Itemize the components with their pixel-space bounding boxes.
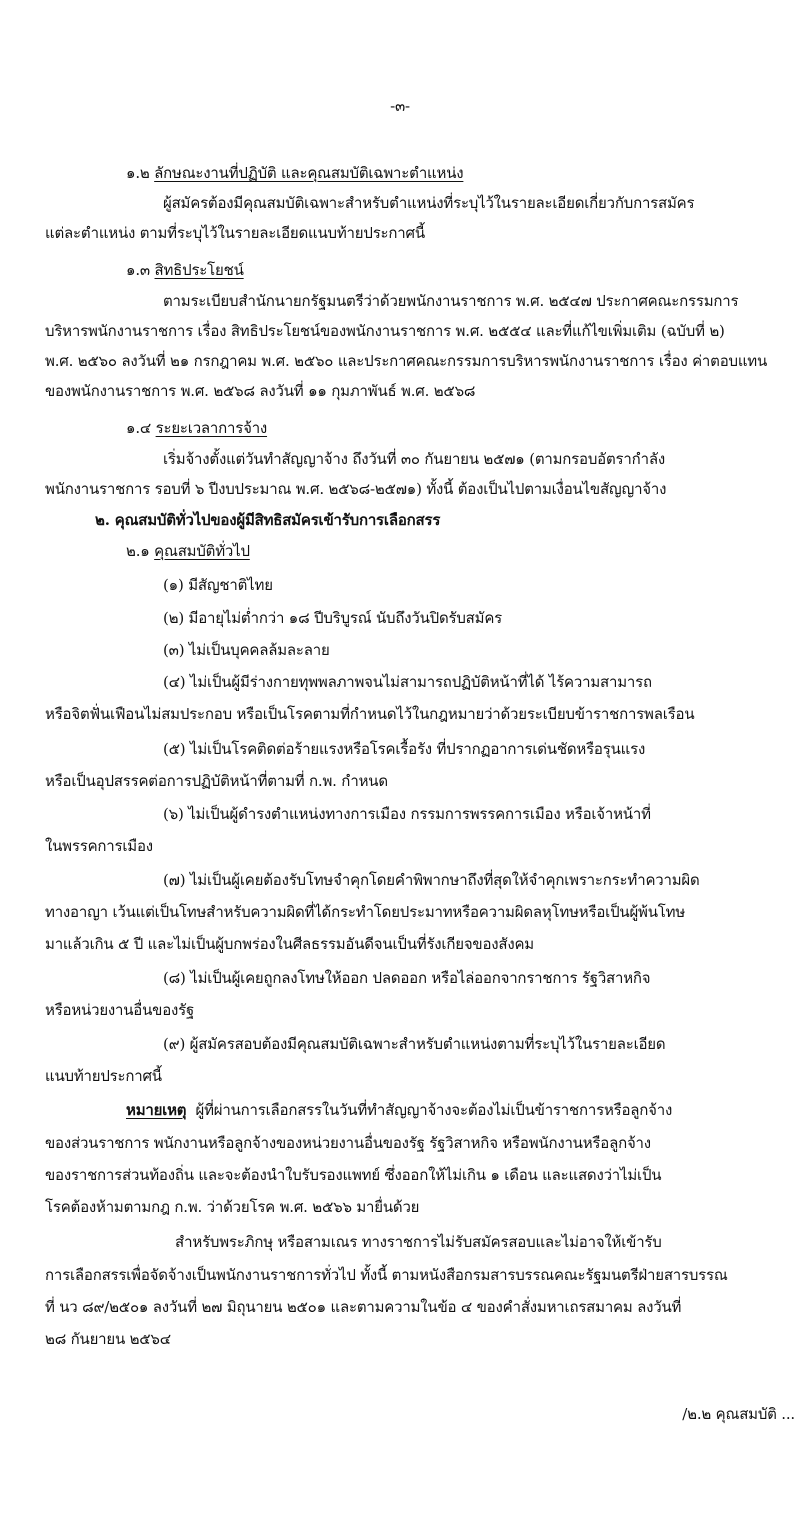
qualification-item: (๙) ผู้สมัครสอบต้องมีคุณสมบัติเฉพาะสำหรับตำแหน่งตามที่ระบุไว้ในรายละเอียด: [163, 1035, 666, 1053]
qualification-item: (๕) ไม่เป็นโรคติดต่อร้ายแรงหรือโรคเรื้อรัง ที่ปรากฏอาการเด่นชัดหรือรุนแรง: [163, 740, 646, 758]
paragraph-line: ผู้สมัครต้องมีคุณสมบัติเฉพาะสำหรับตำแหน่งที่ระบุไว้ในรายละเอียดเกี่ยวกับการสมัคร: [163, 194, 695, 212]
note-line: [126, 1100, 672, 1120]
section-2-heading: ๒. คุณสมบัติทั่วไปของผู้มีสิทธิสมัครเข้ารับการเลือกสรร: [95, 511, 441, 529]
qualification-item-cont: ทางอาญา เว้นแต่เป็นโทษสำหรับความผิดที่ได้กระทำโดยประมาทหรือความผิดลหุโทษหรือเป็นผู้พ้นโทษ: [45, 903, 686, 921]
note-text: ผู้ที่ผ่านการเลือกสรรในวันที่ทำสัญญาจ้างจะต้องไม่เป็นข้าราชการหรือลูกจ้าง: [195, 1101, 673, 1119]
qualification-item-cont: หรือหน่วยงานอื่นของรัฐ: [45, 1001, 195, 1019]
section-number: ๑.๓: [126, 261, 150, 279]
qualification-item: (๑) มีสัญชาติไทย: [163, 576, 273, 594]
qualification-item: (๔) ไม่เป็นผู้มีร่างกายทุพพลภาพจนไม่สามารถปฏิบัติหน้าที่ได้ ไร้ความสามารถ: [163, 673, 652, 691]
qualification-item: (๘) ไม่เป็นผู้เคยถูกลงโทษให้ออก ปลดออก หรือไล่ออกจากราชการ รัฐวิสาหกิจ: [163, 969, 651, 987]
paragraph-line: บริหารพนักงานราชการ เรื่อง สิทธิประโยชน์ของพนักงานราชการ พ.ศ. ๒๕๕๔ และที่แก้ไขเพิ่มเติม (ฉบับที่ ๒): [45, 322, 725, 340]
qualification-item-cont: ในพรรคการเมือง: [45, 837, 153, 855]
note-line: ของส่วนราชการ พนักงานหรือลูกจ้างของหน่วยงานอื่นของรัฐ รัฐวิสาหกิจ หรือพนักงานหรือลูกจ้าง: [45, 1134, 651, 1152]
section-title: ลักษณะงานที่ปฏิบัติ และคุณสมบัติเฉพาะตำแหน่ง: [154, 164, 464, 182]
section-number: ๑.๒: [126, 164, 150, 182]
section-title: ระยะเวลาการจ้าง: [155, 419, 268, 437]
note-line: โรคต้องห้ามตามกฎ ก.พ. ว่าด้วยโรค พ.ศ. ๒๕๖๖ มายื่นด้วย: [45, 1198, 420, 1216]
qualification-item: (๖) ไม่เป็นผู้ดำรงตำแหน่งทางการเมือง กรรมการพรรคการเมือง หรือเจ้าหน้าที่: [163, 805, 651, 823]
note-line: ของราชการส่วนท้องถิ่น และจะต้องนำใบรับรองแพทย์ ซึ่งออกให้ไม่เกิน ๑ เดือน และแสดงว่าไม่เป็น: [45, 1166, 662, 1184]
section-1-4-heading: [126, 418, 267, 438]
continuation-marker: /๒.๒ คุณสมบัติ ...: [682, 1405, 795, 1423]
qualification-item: (๗) ไม่เป็นผู้เคยต้องรับโทษจำคุกโดยคำพิพากษาถึงที่สุดให้จำคุกเพราะกระทำความผิด: [163, 871, 700, 889]
qualification-item-cont: แนบท้ายประกาศนี้: [45, 1067, 162, 1085]
monk-paragraph-line: สำหรับพระภิกษุ หรือสามเณร ทางราชการไม่รับสมัครสอบและไม่อาจให้เข้ารับ: [175, 1233, 662, 1251]
qualification-item-cont: หรือจิตฟั่นเฟือนไม่สมประกอบ หรือเป็นโรคตามที่กำหนดไว้ในกฎหมายว่าด้วยระเบียบข้าราชการพลเรือน: [45, 705, 695, 723]
paragraph-line: พนักงานราชการ รอบที่ ๖ ปีงบประมาณ พ.ศ. ๒๕๖๘-๒๕๗๑) ทั้งนี้ ต้องเป็นไปตามเงื่อนไขสัญญาจ้าง: [45, 480, 667, 498]
qualification-item: (๒) มีอายุไม่ต่ำกว่า ๑๘ ปีบริบูรณ์ นับถึงวันปิดรับสมัคร: [163, 609, 503, 627]
monk-paragraph-line: การเลือกสรรเพื่อจัดจ้างเป็นพนักงานราชการทั่วไป ทั้งนี้ ตามหนังสือกรมสารบรรณคณะรัฐมนตรีฝ่ายสารบรรณ: [45, 1266, 728, 1284]
qualification-item-cont: มาแล้วเกิน ๕ ปี และไม่เป็นผู้บกพร่องในศีลธรรมอันดีจนเป็นที่รังเกียจของสังคม: [45, 935, 534, 953]
section-number: ๑.๔: [126, 419, 152, 437]
qualification-item: (๓) ไม่เป็นบุคคลล้มละลาย: [163, 641, 330, 659]
section-2-1-heading: [126, 541, 250, 561]
section-title: คุณสมบัติทั่วไป: [154, 542, 250, 560]
paragraph-line: เริ่มจ้างตั้งแต่วันทำสัญญาจ้าง ถึงวันที่ ๓๐ กันยายน ๒๕๗๑ (ตามกรอบอัตรากำลัง: [163, 450, 666, 468]
paragraph-line: แต่ละตำแหน่ง ตามที่ระบุไว้ในรายละเอียดแนบท้ายประกาศนี้: [45, 224, 425, 242]
paragraph-line: ของพนักงานราชการ พ.ศ. ๒๕๖๘ ลงวันที่ ๑๑ กุมภาพันธ์ พ.ศ. ๒๕๖๘: [45, 382, 476, 400]
monk-paragraph-line: ที่ นว ๘๙/๒๕๐๑ ลงวันที่ ๒๗ มิถุนายน ๒๕๐๑ และตามความในข้อ ๔ ของคำสั่งมหาเถรสมาคม ลงวันที่: [45, 1298, 682, 1316]
paragraph-line: ตามระเบียบสำนักนายกรัฐมนตรีว่าด้วยพนักงานราชการ พ.ศ. ๒๕๔๗ ประกาศคณะกรรมการ: [163, 292, 739, 310]
note-label: หมายเหตุ: [126, 1101, 187, 1119]
section-1-2-heading: [126, 163, 463, 183]
section-title: สิทธิประโยชน์: [154, 261, 244, 279]
paragraph-line: พ.ศ. ๒๕๖๐ ลงวันที่ ๒๑ กรกฎาคม พ.ศ. ๒๕๖๐ และประกาศคณะกรรมการบริหารพนักงานราชการ เรื่อง ค่าตอบแทน: [45, 352, 768, 370]
page-number: -๓-: [390, 97, 410, 115]
monk-paragraph-line: ๒๘ กันยายน ๒๕๖๔: [45, 1330, 171, 1348]
section-1-3-heading: [126, 260, 244, 280]
section-number: ๒.๑: [126, 542, 150, 560]
qualification-item-cont: หรือเป็นอุปสรรคต่อการปฏิบัติหน้าที่ตามที่ ก.พ. กำหนด: [45, 772, 388, 790]
